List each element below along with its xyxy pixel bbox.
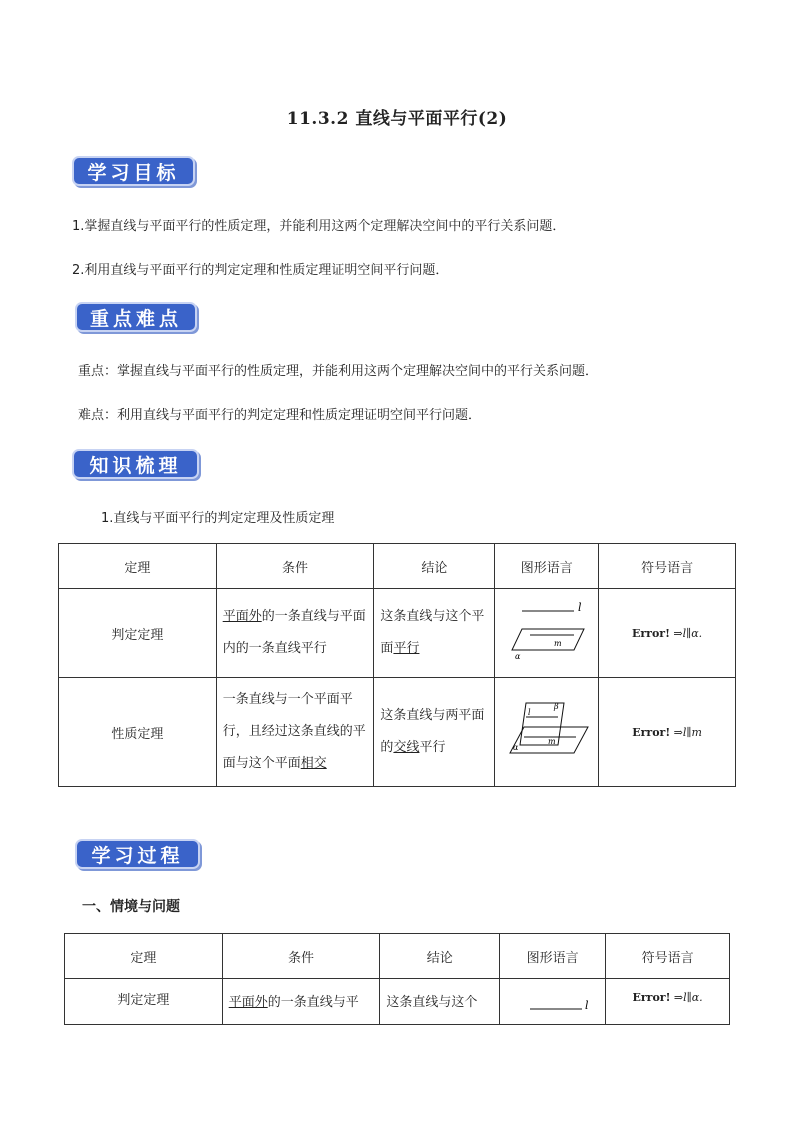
knowledge-badge: 知识梳理 [72,449,199,479]
difficulty-text: 难点：利用直线与平面平行的判定定理和性质定理证明空间平行问题． [78,408,482,423]
header-condition: 条件 [222,934,380,979]
header-theorem: 定理 [59,544,217,589]
header-conclusion: 结论 [380,934,500,979]
condition-cell [222,979,380,1025]
figure-cell [500,979,606,1025]
condition-cell [216,589,374,678]
fig-label-alpha: α [512,743,519,752]
emphasis-text: 重点：掌握直线与平面平行的性质定理，并能利用这两个定理解决空间中的平行关系问题． [78,364,599,379]
table-row [65,979,730,1025]
process-badge: 学习过程 [75,839,200,869]
theorem-table-2 [64,933,730,1025]
fig-label-l: l [584,999,589,1012]
table-header-row [65,934,730,979]
symbol-formula: ⇒l∥m [670,725,702,739]
error-text: Error! [632,725,671,739]
error-text: Error! [632,991,671,1004]
fig-label-alpha: α [514,652,521,661]
figure-cell [495,678,599,787]
symbol-cell [599,678,736,787]
goal-item-2: 2.利用直线与平面平行的判定定理和性质定理证明空间平行问题． [72,263,449,278]
header-symbol: 符号语言 [606,934,730,979]
symbol-formula: ⇒l∥α. [669,626,703,640]
symbol-cell [606,979,730,1025]
conclusion-text: 这条直线与两平面的 [380,708,485,755]
conclusion-cell [374,678,495,787]
theorem-name: 判定定理 [59,589,217,678]
table-header-row [59,544,736,589]
conclusion-cell [374,589,495,678]
table-row [59,678,736,787]
key-points-badge: 重点难点 [75,302,197,332]
line-figure [508,979,598,1019]
condition-text: 的一条直线与平 [267,995,359,1010]
theorem-table [58,543,736,787]
error-text: Error! [632,626,670,640]
header-theorem: 定理 [65,934,223,979]
header-figure: 图形语言 [495,544,599,589]
underlined-term: 平面外 [222,609,262,624]
fig-label-l: l [527,708,531,717]
symbol-formula: ⇒l∥α. [670,991,703,1004]
underlined-term: 平面外 [228,995,268,1010]
figure-cell [495,589,599,678]
underlined-term: 相交 [300,756,327,771]
theorem-name: 性质定理 [59,678,217,787]
fig-label-l: l [577,601,582,614]
condition-text: 一条直线与一个平面平行，且经过这条直线的平面与这个平面 [222,692,366,771]
header-condition: 条件 [216,544,374,589]
symbol-cell [599,589,736,678]
process-subheading: 一、情境与问题 [82,899,180,915]
knowledge-intro: 1.直线与平面平行的判定定理及性质定理 [101,511,335,526]
theorem-name: 判定定理 [65,979,223,1025]
page-title: 11.3.2 直线与平面平行(2) [286,109,508,129]
goal-item-1: 1.掌握直线与平面平行的性质定理，并能利用这两个定理解决空间中的平行关系问题． [72,219,566,234]
table-row [59,589,736,678]
header-figure: 图形语言 [500,934,606,979]
fig-label-m: m [547,737,556,746]
line-parallel-plane-figure [502,596,592,666]
condition-cell [216,678,374,787]
condition-text: 的一条直线与平面内的一条直线平行 [222,609,366,656]
header-conclusion: 结论 [374,544,495,589]
header-symbol: 符号语言 [599,544,736,589]
conclusion-text-end: 平行 [419,740,446,755]
conclusion-text: 这条直线与这个平面 [380,609,485,656]
goals-badge: 学习目标 [72,156,195,186]
conclusion-cell: 这条直线与这个 [380,979,500,1025]
fig-label-beta: β [553,702,559,711]
plane-intersection-figure [502,695,592,765]
underlined-term: 平行 [393,641,420,656]
fig-label-m: m [553,639,562,648]
underlined-term: 交线 [393,740,420,755]
